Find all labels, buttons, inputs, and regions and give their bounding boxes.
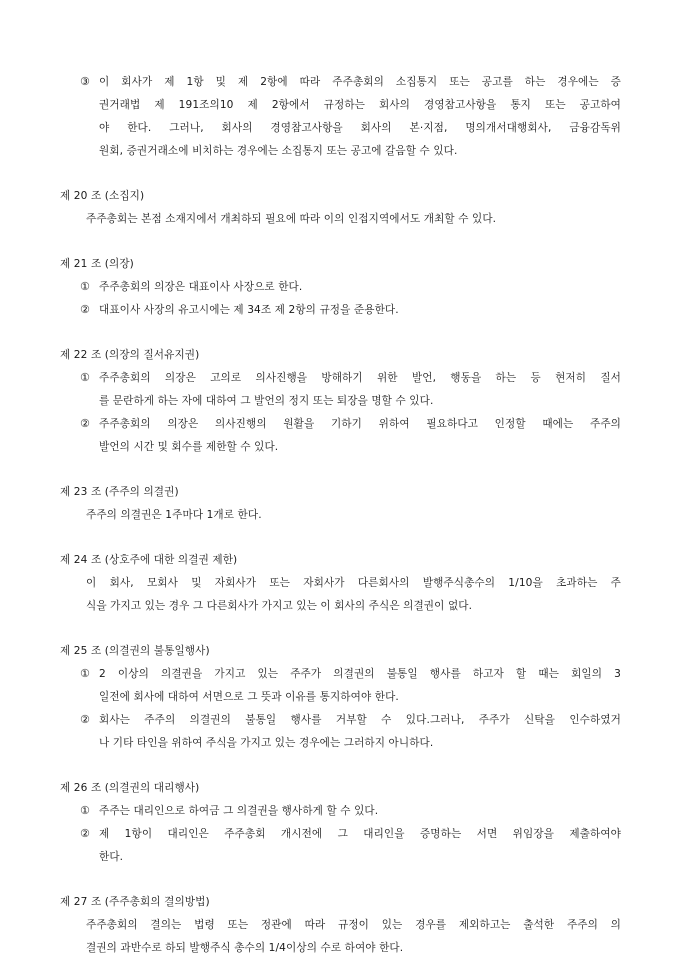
clause-text-line: 주주총회의 의장은 대표이사 사장으로 한다. bbox=[99, 281, 303, 293]
article-heading: 제 27 조 (주주총회의 결의방법) bbox=[60, 896, 210, 908]
article-heading: 제 22 조 (의장의 질서유지권) bbox=[60, 349, 200, 361]
clause-text-line: 야 한다. 그러나, 회사의 경영참고사항을 회사의 본·지점, 명의개서대행회사, 금융감독위 bbox=[99, 122, 621, 134]
clause-text-line: 권거래법 제 191조의10 제 2항에서 규정하는 회사의 경영참고사항을 통지 또는 공고하여 bbox=[99, 99, 621, 111]
article-body-line: 이 회사, 모회사 및 자회사가 또는 자회사가 다른회사의 발행주식총수의 1/10을 초과하는 주 bbox=[86, 577, 621, 589]
article-heading: 제 23 조 (주주의 의결권) bbox=[60, 486, 179, 498]
clause-text-line: 제 1항이 대리인은 주주총회 개시전에 그 대리인을 증명하는 서면 위임장을 제출하여야 bbox=[99, 828, 621, 840]
item-number-marker: ① bbox=[80, 804, 90, 817]
article-body-line: 주주총회는 본점 소재지에서 개최하되 필요에 따라 이의 인접지역에서도 개최할 수 있다. bbox=[86, 213, 497, 225]
item-number-marker: ② bbox=[80, 417, 90, 430]
article-body-line: 주주총회의 결의는 법령 또는 정관에 따라 규정이 있는 경우를 제외하고는 출석한 주주의 의 bbox=[86, 919, 621, 931]
article-body-line: 결권의 과반수로 하되 발행주식 총수의 1/4이상의 수로 하여야 한다. bbox=[86, 942, 404, 954]
clause-text-line: 일전에 회사에 대하여 서면으로 그 뜻과 이유를 통지하여야 한다. bbox=[99, 691, 399, 703]
clause-text-line: 회사는 주주의 의결권의 불통일 행사를 거부할 수 있다.그러나, 주주가 신탁을 인수하였거 bbox=[99, 714, 621, 726]
clause-text-line: 이 회사가 제 1항 및 제 2항에 따라 주주총회의 소집통지 또는 공고를 하는 경우에는 증 bbox=[99, 76, 621, 88]
item-number-marker: ② bbox=[80, 303, 90, 316]
item-number-marker: ③ bbox=[80, 75, 90, 88]
article-heading: 제 26 조 (의결권의 대리행사) bbox=[60, 782, 200, 794]
article-heading: 제 20 조 (소집지) bbox=[60, 190, 145, 202]
item-number-marker: ① bbox=[80, 667, 90, 680]
clause-text-line: 2 이상의 의결권을 가지고 있는 주주가 의결권의 불통일 행사를 하고자 할 때는 회일의 3 bbox=[99, 668, 621, 680]
article-body-line: 주주의 의결권은 1주마다 1개로 한다. bbox=[86, 509, 262, 521]
clause-text-line: 나 기타 타인을 위하여 주식을 가지고 있는 경우에는 그러하지 아니하다. bbox=[99, 737, 434, 749]
clause-text-line: 발언의 시간 및 회수를 제한할 수 있다. bbox=[99, 441, 279, 453]
item-number-marker: ② bbox=[80, 713, 90, 726]
clause-text-line: 주주총회의 의장은 고의로 의사진행을 방해하기 위한 발언, 행동을 하는 등 현저히 질서 bbox=[99, 372, 621, 384]
article-heading: 제 24 조 (상호주에 대한 의결권 제한) bbox=[60, 554, 238, 566]
clause-text-line: 주주총회의 의장은 의사진행의 원활을 기하기 위하여 필요하다고 인정할 때에는 주주의 bbox=[99, 418, 621, 430]
clause-text-line: 원회, 증권거래소에 비치하는 경우에는 소집통지 또는 공고에 갈음할 수 있다. bbox=[99, 145, 458, 157]
clause-text-line: 대표이사 사장의 유고시에는 제 34조 제 2항의 규정을 준용한다. bbox=[99, 304, 399, 316]
item-number-marker: ② bbox=[80, 827, 90, 840]
clause-text-line: 주주는 대리인으로 하여금 그 의결권을 행사하게 할 수 있다. bbox=[99, 805, 379, 817]
item-number-marker: ① bbox=[80, 280, 90, 293]
item-number-marker: ① bbox=[80, 371, 90, 384]
article-heading: 제 25 조 (의결권의 불통일행사) bbox=[60, 645, 210, 657]
clause-text-line: 한다. bbox=[99, 851, 124, 863]
article-heading: 제 21 조 (의장) bbox=[60, 258, 134, 270]
article-body-line: 식을 가지고 있는 경우 그 다른회사가 가지고 있는 이 회사의 주식은 의결권이 없다. bbox=[86, 600, 473, 612]
clause-text-line: 를 문란하게 하는 자에 대하여 그 발언의 정지 또는 퇴장을 명할 수 있다. bbox=[99, 395, 434, 407]
